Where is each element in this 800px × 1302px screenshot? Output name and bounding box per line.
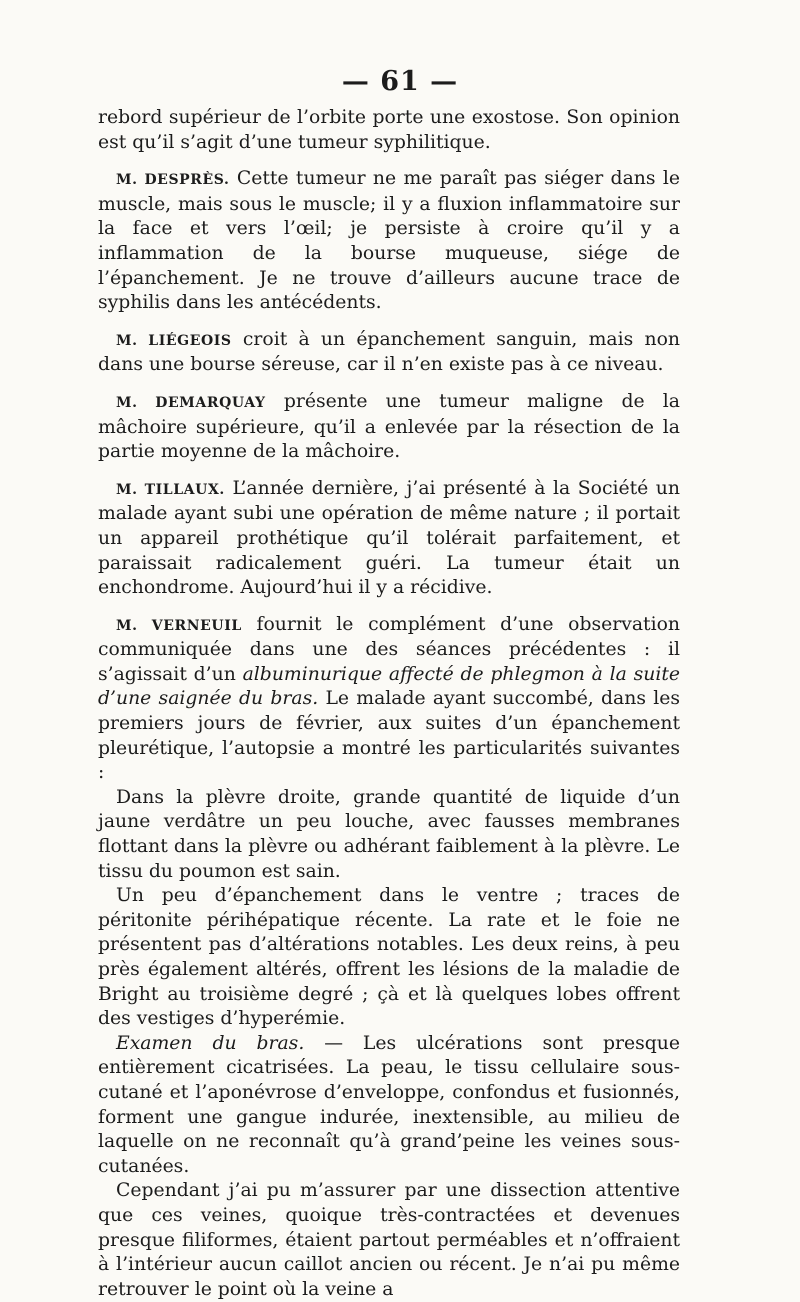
speaker-name: M. LIÉGEOIS [116, 332, 232, 349]
paragraph-text: présente une tumeur maligne de la mâchoire supérieure, qu’il a enlevée par la résection de la partie moyenne de la mâchoire. [98, 390, 680, 463]
speaker-name: M. DESPRÈS. [116, 172, 230, 189]
paragraph-text: Un peu d’épanchement dans le ventre ; traces de péritonite périhépatique récente. La rate et le foie ne présentent pas d’altérations notables. Les deux reins, à peu près également altérés, offrent les lésions de la maladie de Bright au troisième degré ; çà et là quelques lobes offrent des vestiges d’hyperémie. [98, 885, 680, 1030]
speaker-name: M. VERNEUIL [116, 617, 242, 634]
speaker-name: M. DEMARQUAY [116, 394, 266, 411]
speaker-name: M. TILLAUX. [116, 481, 225, 498]
paragraph [98, 884, 680, 1032]
paragraph [98, 613, 680, 786]
paragraph-text: L’année dernière, j’ai présenté à la Société un malade ayant subi une opération de même nature ; il portait un appareil prothétique qu’il tolérait parfaitement, et paraissait radicalement guéri. La tumeur était un enchondrome. Aujourd’hui il y a récidive. [98, 477, 681, 599]
body-text [98, 106, 680, 1302]
paragraph [98, 786, 680, 884]
paragraph-text: croit à un épanchement sanguin, mais non dans une bourse séreuse, car il n’en existe pas à ce niveau. [98, 328, 680, 376]
paragraph-text: Dans la plèvre droite, grande quantité de liquide d’un jaune verdâtre un peu louche, avec fausses membranes flottant dans la plèvre ou adhérant faiblement à la plèvre. Le tissu du poumon est sain. [98, 786, 680, 882]
italic-heading: Examen du bras. [116, 1032, 305, 1054]
page-number: — 61 — [341, 66, 459, 97]
paragraph-text: Cependant j’ai pu m’assurer par une dissection attentive que ces veines, quoique très-contractées et devenues presque filiformes, étaient partout perméables et n’offraient à l’intérieur aucun caillot ancien ou récent. Je n’ai pu même retrouver le point où la veine a [98, 1180, 680, 1300]
paragraph-text: — Les ulcérations sont presque entièrement cicatrisées. La peau, le tissu cellulaire sous-cutané et l’aponévrose d’enveloppe, confondus et fusionnés, forment une gangue indurée, inextensible, au milieu de laquelle on ne reconnaît qu’à grand’peine les veines sous-cutanées. [98, 1032, 680, 1177]
paragraph [98, 390, 680, 465]
paragraph [98, 1032, 680, 1180]
paragraph [98, 167, 680, 316]
paragraph [98, 106, 680, 155]
paragraph [98, 1179, 680, 1302]
paragraph-text: Le malade ayant succombé, dans les premiers jours de février, aux suites d’un épanchement pleurétique, l’autopsie a montré les particularités suivantes : [98, 688, 680, 784]
paragraph-text: fournit le complément d’une observation communiquée dans une des séances précédentes : il s’agissait d’un [98, 613, 680, 685]
paragraph [98, 477, 680, 601]
paragraph-text: rebord supérieur de l’orbite porte une exostose. Son opinion est qu’il s’agit d’une tumeur syphilitique. [98, 107, 680, 153]
paragraph [98, 328, 680, 378]
paragraph-text: Cette tumeur ne me paraît pas siéger dans le muscle, mais sous le muscle; il y a fluxion inflammatoire sur la face et vers l’œil; je persiste à croire qu’il y a inflammation de la bourse muqueuse, siége de l’épanchement. Je ne trouve d’ailleurs aucune trace de syphilis dans les antécédents. [98, 168, 680, 314]
italic-phrase: albuminurique affecté de phlegmon à la suite d’une saignée du bras. [98, 663, 680, 710]
